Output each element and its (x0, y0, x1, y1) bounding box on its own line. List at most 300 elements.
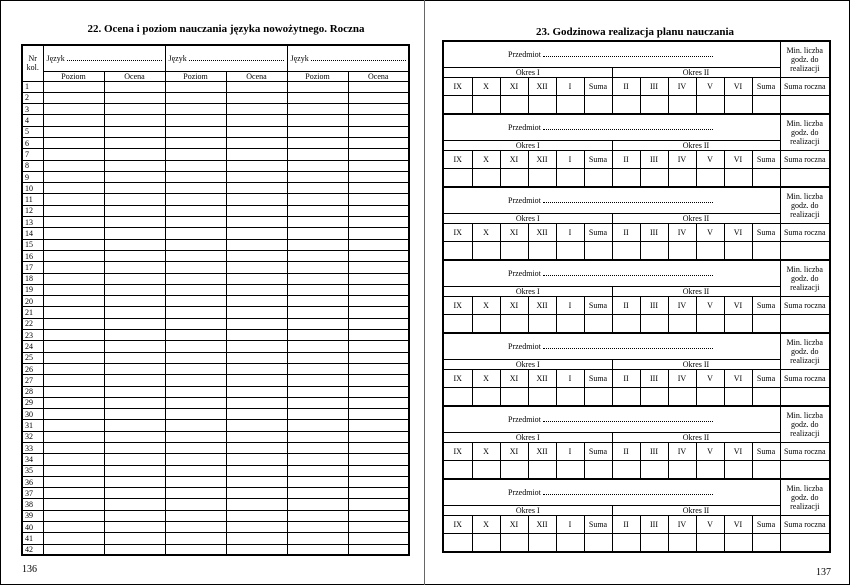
level-cell[interactable] (165, 239, 226, 250)
hours-cell[interactable] (472, 460, 500, 479)
grade-cell[interactable] (226, 273, 287, 284)
level-cell[interactable] (43, 510, 104, 521)
grade-cell[interactable] (104, 499, 165, 510)
grade-cell[interactable] (348, 375, 409, 386)
grade-cell[interactable] (348, 228, 409, 239)
grade-cell[interactable] (104, 544, 165, 555)
grade-cell[interactable] (348, 273, 409, 284)
level-cell[interactable] (287, 126, 348, 137)
hours-cell[interactable] (612, 168, 640, 187)
level-cell[interactable] (43, 205, 104, 216)
level-cell[interactable] (165, 544, 226, 555)
hours-cell[interactable] (556, 387, 584, 406)
hours-cell[interactable] (500, 168, 528, 187)
level-cell[interactable] (165, 262, 226, 273)
grade-cell[interactable] (104, 296, 165, 307)
grade-cell[interactable] (226, 522, 287, 533)
level-cell[interactable] (43, 284, 104, 295)
hours-cell[interactable] (528, 533, 556, 552)
level-cell[interactable] (43, 533, 104, 544)
level-cell[interactable] (287, 375, 348, 386)
grade-cell[interactable] (104, 217, 165, 228)
grade-cell[interactable] (104, 137, 165, 148)
level-cell[interactable] (43, 296, 104, 307)
level-cell[interactable] (165, 431, 226, 442)
grade-cell[interactable] (226, 205, 287, 216)
level-cell[interactable] (165, 250, 226, 261)
level-cell[interactable] (165, 137, 226, 148)
level-cell[interactable] (165, 533, 226, 544)
grade-cell[interactable] (348, 81, 409, 92)
grade-cell[interactable] (348, 476, 409, 487)
grade-cell[interactable] (104, 205, 165, 216)
level-cell[interactable] (165, 476, 226, 487)
hours-cell[interactable] (724, 95, 752, 114)
grade-cell[interactable] (348, 171, 409, 182)
hours-cell[interactable] (612, 314, 640, 333)
level-cell[interactable] (43, 544, 104, 555)
hours-cell[interactable] (668, 168, 696, 187)
grade-cell[interactable] (226, 431, 287, 442)
level-cell[interactable] (165, 454, 226, 465)
grade-cell[interactable] (348, 262, 409, 273)
hours-cell[interactable] (724, 387, 752, 406)
grade-cell[interactable] (226, 183, 287, 194)
grade-cell[interactable] (104, 284, 165, 295)
level-cell[interactable] (287, 104, 348, 115)
grade-cell[interactable] (226, 465, 287, 476)
hours-cell[interactable] (668, 387, 696, 406)
level-cell[interactable] (287, 420, 348, 431)
hours-cell[interactable] (668, 241, 696, 260)
hours-cell[interactable] (724, 241, 752, 260)
level-cell[interactable] (165, 341, 226, 352)
grade-cell[interactable] (348, 499, 409, 510)
hours-cell[interactable] (668, 533, 696, 552)
level-cell[interactable] (43, 341, 104, 352)
level-cell[interactable] (165, 352, 226, 363)
hours-cell[interactable] (752, 533, 780, 552)
grade-cell[interactable] (226, 330, 287, 341)
hours-cell[interactable] (640, 533, 668, 552)
hours-cell[interactable] (752, 314, 780, 333)
grade-cell[interactable] (348, 352, 409, 363)
grade-cell[interactable] (348, 296, 409, 307)
level-cell[interactable] (287, 510, 348, 521)
grade-cell[interactable] (226, 160, 287, 171)
grade-cell[interactable] (348, 443, 409, 454)
level-cell[interactable] (287, 262, 348, 273)
level-cell[interactable] (43, 273, 104, 284)
grade-cell[interactable] (226, 363, 287, 374)
hours-cell[interactable] (443, 241, 472, 260)
grade-cell[interactable] (104, 92, 165, 103)
hours-cell[interactable] (668, 460, 696, 479)
level-cell[interactable] (165, 307, 226, 318)
hours-cell[interactable] (612, 387, 640, 406)
level-cell[interactable] (43, 409, 104, 420)
level-cell[interactable] (165, 397, 226, 408)
grade-cell[interactable] (104, 228, 165, 239)
grade-cell[interactable] (104, 443, 165, 454)
level-cell[interactable] (165, 420, 226, 431)
grade-cell[interactable] (348, 137, 409, 148)
hours-cell[interactable] (584, 460, 612, 479)
level-cell[interactable] (165, 522, 226, 533)
subject-field[interactable]: Przedmiot (443, 114, 780, 140)
subject-field[interactable]: Przedmiot (443, 41, 780, 67)
level-cell[interactable] (43, 499, 104, 510)
level-cell[interactable] (43, 183, 104, 194)
grade-cell[interactable] (348, 92, 409, 103)
hours-cell[interactable] (584, 95, 612, 114)
grade-cell[interactable] (348, 544, 409, 555)
grade-cell[interactable] (104, 352, 165, 363)
hours-cell[interactable] (780, 314, 830, 333)
level-cell[interactable] (287, 81, 348, 92)
level-cell[interactable] (165, 160, 226, 171)
grade-cell[interactable] (348, 465, 409, 476)
grade-cell[interactable] (226, 126, 287, 137)
grade-cell[interactable] (348, 115, 409, 126)
grade-cell[interactable] (348, 454, 409, 465)
level-cell[interactable] (43, 307, 104, 318)
grade-cell[interactable] (104, 533, 165, 544)
grade-cell[interactable] (104, 149, 165, 160)
hours-cell[interactable] (500, 95, 528, 114)
hours-cell[interactable] (528, 241, 556, 260)
hours-cell[interactable] (584, 168, 612, 187)
hours-cell[interactable] (668, 95, 696, 114)
hours-cell[interactable] (556, 460, 584, 479)
grade-cell[interactable] (226, 533, 287, 544)
grade-cell[interactable] (226, 115, 287, 126)
grade-cell[interactable] (226, 341, 287, 352)
hours-cell[interactable] (640, 314, 668, 333)
grade-cell[interactable] (104, 126, 165, 137)
grade-cell[interactable] (104, 431, 165, 442)
hours-cell[interactable] (500, 460, 528, 479)
hours-cell[interactable] (668, 314, 696, 333)
grade-cell[interactable] (348, 284, 409, 295)
level-cell[interactable] (287, 149, 348, 160)
hours-cell[interactable] (612, 95, 640, 114)
level-cell[interactable] (43, 386, 104, 397)
level-cell[interactable] (165, 375, 226, 386)
level-cell[interactable] (43, 454, 104, 465)
level-cell[interactable] (43, 522, 104, 533)
hours-cell[interactable] (556, 168, 584, 187)
grade-cell[interactable] (226, 352, 287, 363)
grade-cell[interactable] (348, 318, 409, 329)
level-cell[interactable] (165, 171, 226, 182)
grade-cell[interactable] (226, 171, 287, 182)
level-cell[interactable] (287, 115, 348, 126)
hours-cell[interactable] (640, 387, 668, 406)
subject-field[interactable]: Przedmiot (443, 187, 780, 213)
hours-cell[interactable] (752, 168, 780, 187)
grade-cell[interactable] (104, 250, 165, 261)
level-cell[interactable] (287, 183, 348, 194)
level-cell[interactable] (287, 341, 348, 352)
grade-cell[interactable] (348, 510, 409, 521)
level-cell[interactable] (43, 375, 104, 386)
grade-cell[interactable] (226, 217, 287, 228)
grade-cell[interactable] (104, 409, 165, 420)
grade-cell[interactable] (348, 397, 409, 408)
level-cell[interactable] (287, 137, 348, 148)
grade-cell[interactable] (348, 409, 409, 420)
level-cell[interactable] (287, 296, 348, 307)
level-cell[interactable] (287, 476, 348, 487)
level-cell[interactable] (165, 488, 226, 499)
hours-cell[interactable] (612, 533, 640, 552)
level-cell[interactable] (165, 205, 226, 216)
hours-cell[interactable] (556, 533, 584, 552)
hours-cell[interactable] (752, 387, 780, 406)
grade-cell[interactable] (348, 183, 409, 194)
hours-cell[interactable] (780, 460, 830, 479)
level-cell[interactable] (165, 386, 226, 397)
hours-cell[interactable] (584, 314, 612, 333)
grade-cell[interactable] (104, 522, 165, 533)
grade-cell[interactable] (104, 318, 165, 329)
grade-cell[interactable] (226, 386, 287, 397)
hours-cell[interactable] (640, 241, 668, 260)
level-cell[interactable] (43, 92, 104, 103)
hours-cell[interactable] (472, 168, 500, 187)
level-cell[interactable] (43, 171, 104, 182)
grade-cell[interactable] (226, 397, 287, 408)
language-2-field[interactable]: Język (165, 45, 287, 71)
level-cell[interactable] (165, 318, 226, 329)
level-cell[interactable] (165, 273, 226, 284)
level-cell[interactable] (287, 273, 348, 284)
level-cell[interactable] (165, 228, 226, 239)
grade-cell[interactable] (226, 488, 287, 499)
level-cell[interactable] (287, 465, 348, 476)
level-cell[interactable] (287, 171, 348, 182)
grade-cell[interactable] (226, 149, 287, 160)
level-cell[interactable] (43, 476, 104, 487)
level-cell[interactable] (287, 431, 348, 442)
grade-cell[interactable] (104, 160, 165, 171)
hours-cell[interactable] (780, 533, 830, 552)
subject-field[interactable]: Przedmiot (443, 479, 780, 505)
hours-cell[interactable] (584, 241, 612, 260)
grade-cell[interactable] (226, 318, 287, 329)
subject-field[interactable]: Przedmiot (443, 406, 780, 432)
level-cell[interactable] (287, 194, 348, 205)
grade-cell[interactable] (104, 465, 165, 476)
level-cell[interactable] (287, 160, 348, 171)
hours-cell[interactable] (724, 460, 752, 479)
level-cell[interactable] (43, 488, 104, 499)
hours-cell[interactable] (780, 95, 830, 114)
hours-cell[interactable] (696, 460, 724, 479)
level-cell[interactable] (43, 397, 104, 408)
grade-cell[interactable] (348, 307, 409, 318)
level-cell[interactable] (287, 397, 348, 408)
level-cell[interactable] (43, 352, 104, 363)
grade-cell[interactable] (104, 104, 165, 115)
grade-cell[interactable] (226, 544, 287, 555)
level-cell[interactable] (43, 149, 104, 160)
hours-cell[interactable] (556, 314, 584, 333)
grade-cell[interactable] (226, 499, 287, 510)
grade-cell[interactable] (104, 510, 165, 521)
grade-cell[interactable] (226, 92, 287, 103)
hours-cell[interactable] (528, 168, 556, 187)
grade-cell[interactable] (104, 375, 165, 386)
hours-cell[interactable] (640, 460, 668, 479)
level-cell[interactable] (287, 205, 348, 216)
hours-cell[interactable] (528, 314, 556, 333)
grade-cell[interactable] (104, 488, 165, 499)
grade-cell[interactable] (348, 522, 409, 533)
grade-cell[interactable] (348, 160, 409, 171)
level-cell[interactable] (165, 194, 226, 205)
level-cell[interactable] (165, 510, 226, 521)
hours-cell[interactable] (584, 533, 612, 552)
level-cell[interactable] (43, 81, 104, 92)
hours-cell[interactable] (640, 168, 668, 187)
hours-cell[interactable] (443, 460, 472, 479)
level-cell[interactable] (287, 228, 348, 239)
level-cell[interactable] (43, 420, 104, 431)
hours-cell[interactable] (556, 241, 584, 260)
level-cell[interactable] (287, 522, 348, 533)
level-cell[interactable] (43, 443, 104, 454)
level-cell[interactable] (287, 330, 348, 341)
level-cell[interactable] (43, 262, 104, 273)
grade-cell[interactable] (348, 386, 409, 397)
level-cell[interactable] (165, 183, 226, 194)
grade-cell[interactable] (348, 420, 409, 431)
level-cell[interactable] (165, 499, 226, 510)
hours-cell[interactable] (724, 168, 752, 187)
level-cell[interactable] (43, 330, 104, 341)
grade-cell[interactable] (348, 239, 409, 250)
grade-cell[interactable] (104, 115, 165, 126)
grade-cell[interactable] (104, 262, 165, 273)
grade-cell[interactable] (226, 284, 287, 295)
hours-cell[interactable] (443, 387, 472, 406)
level-cell[interactable] (165, 104, 226, 115)
grade-cell[interactable] (104, 183, 165, 194)
level-cell[interactable] (287, 250, 348, 261)
grade-cell[interactable] (226, 239, 287, 250)
grade-cell[interactable] (104, 420, 165, 431)
hours-cell[interactable] (780, 387, 830, 406)
level-cell[interactable] (165, 92, 226, 103)
hours-cell[interactable] (752, 95, 780, 114)
grade-cell[interactable] (104, 454, 165, 465)
level-cell[interactable] (43, 465, 104, 476)
grade-cell[interactable] (348, 341, 409, 352)
level-cell[interactable] (287, 443, 348, 454)
grade-cell[interactable] (226, 307, 287, 318)
level-cell[interactable] (43, 228, 104, 239)
hours-cell[interactable] (443, 533, 472, 552)
grade-cell[interactable] (348, 250, 409, 261)
level-cell[interactable] (287, 239, 348, 250)
hours-cell[interactable] (500, 387, 528, 406)
hours-cell[interactable] (696, 95, 724, 114)
level-cell[interactable] (165, 149, 226, 160)
grade-cell[interactable] (348, 533, 409, 544)
level-cell[interactable] (165, 443, 226, 454)
level-cell[interactable] (165, 363, 226, 374)
hours-cell[interactable] (724, 314, 752, 333)
hours-cell[interactable] (443, 314, 472, 333)
hours-cell[interactable] (640, 95, 668, 114)
grade-cell[interactable] (348, 431, 409, 442)
level-cell[interactable] (43, 363, 104, 374)
hours-cell[interactable] (696, 168, 724, 187)
grade-cell[interactable] (226, 443, 287, 454)
level-cell[interactable] (43, 115, 104, 126)
grade-cell[interactable] (348, 205, 409, 216)
hours-cell[interactable] (500, 241, 528, 260)
hours-cell[interactable] (500, 533, 528, 552)
grade-cell[interactable] (348, 217, 409, 228)
level-cell[interactable] (287, 488, 348, 499)
hours-cell[interactable] (556, 95, 584, 114)
grade-cell[interactable] (226, 104, 287, 115)
hours-cell[interactable] (696, 387, 724, 406)
grade-cell[interactable] (226, 454, 287, 465)
level-cell[interactable] (165, 465, 226, 476)
hours-cell[interactable] (752, 460, 780, 479)
hours-cell[interactable] (472, 533, 500, 552)
grade-cell[interactable] (226, 375, 287, 386)
level-cell[interactable] (165, 409, 226, 420)
grade-cell[interactable] (226, 296, 287, 307)
level-cell[interactable] (43, 250, 104, 261)
grade-cell[interactable] (348, 194, 409, 205)
hours-cell[interactable] (696, 241, 724, 260)
level-cell[interactable] (43, 318, 104, 329)
level-cell[interactable] (287, 363, 348, 374)
hours-cell[interactable] (472, 241, 500, 260)
level-cell[interactable] (43, 194, 104, 205)
level-cell[interactable] (165, 126, 226, 137)
level-cell[interactable] (287, 533, 348, 544)
hours-cell[interactable] (612, 460, 640, 479)
level-cell[interactable] (287, 318, 348, 329)
grade-cell[interactable] (226, 510, 287, 521)
level-cell[interactable] (43, 160, 104, 171)
level-cell[interactable] (165, 296, 226, 307)
hours-cell[interactable] (500, 314, 528, 333)
level-cell[interactable] (165, 284, 226, 295)
grade-cell[interactable] (104, 386, 165, 397)
grade-cell[interactable] (348, 488, 409, 499)
hours-cell[interactable] (696, 533, 724, 552)
grade-cell[interactable] (104, 81, 165, 92)
level-cell[interactable] (43, 239, 104, 250)
hours-cell[interactable] (528, 460, 556, 479)
level-cell[interactable] (43, 217, 104, 228)
hours-cell[interactable] (752, 241, 780, 260)
grade-cell[interactable] (104, 476, 165, 487)
level-cell[interactable] (287, 307, 348, 318)
grade-cell[interactable] (104, 307, 165, 318)
level-cell[interactable] (165, 330, 226, 341)
language-3-field[interactable]: Język (287, 45, 409, 71)
grade-cell[interactable] (226, 194, 287, 205)
